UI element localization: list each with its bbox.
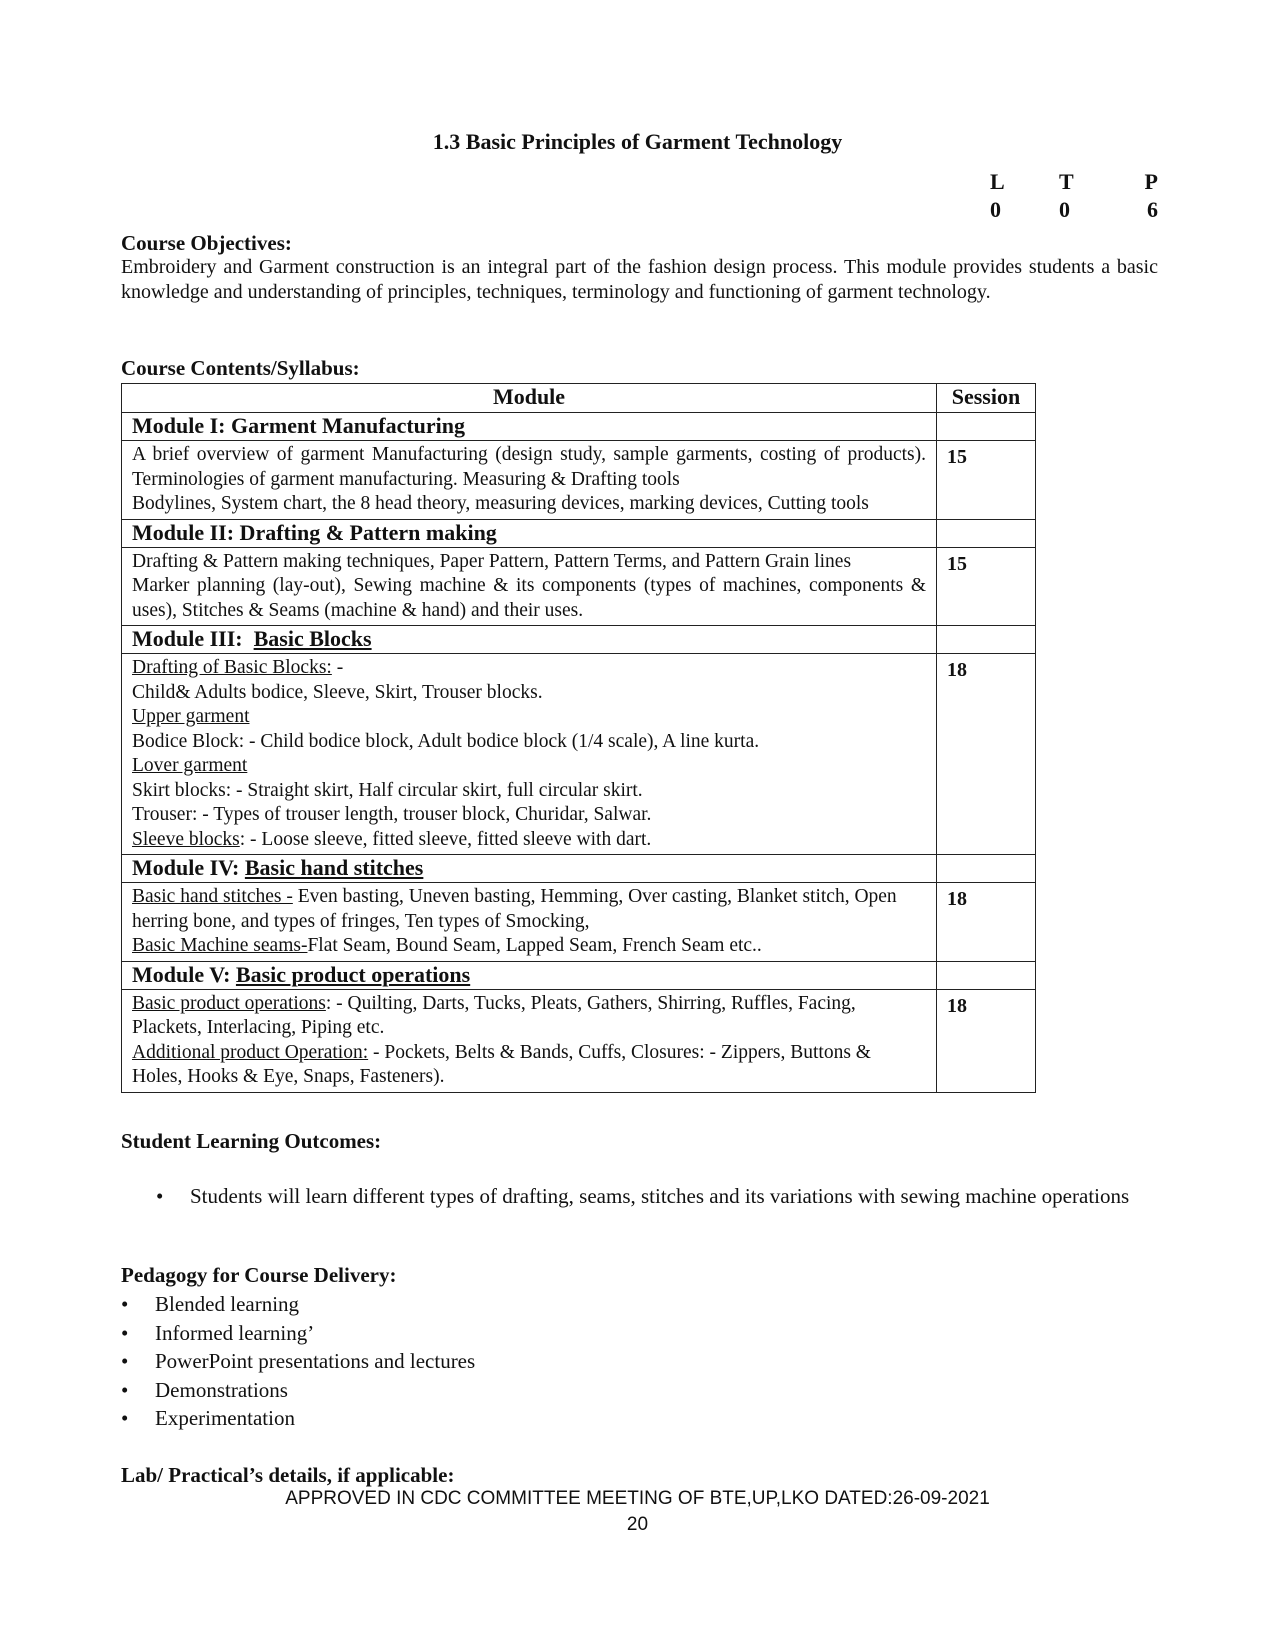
module-2-content-row <box>122 547 1036 626</box>
empty-cell <box>937 626 1036 654</box>
module-2-title: Module II: Drafting & Pattern making <box>122 519 937 547</box>
ltp-header-l: L <box>990 169 1005 194</box>
hand-stitches-label: Basic hand stitches - <box>132 886 293 907</box>
ltp-value-t: 0 <box>1059 197 1070 222</box>
drafting-blocks-label: Drafting of Basic Blocks: <box>132 657 332 678</box>
module-5-content <box>122 989 937 1092</box>
module-4-content-row <box>122 883 1036 962</box>
pedagogy-item-5: Experimentation <box>155 1406 295 1430</box>
empty-cell <box>937 519 1036 547</box>
module-5-session: 18 <box>937 989 1036 1092</box>
upper-garment-label: Upper garment <box>132 706 250 727</box>
ltp-headers <box>990 168 1165 196</box>
sleeve-blocks-label: Sleeve blocks <box>132 828 240 850</box>
ltp-header-p: P <box>1144 169 1158 194</box>
module-4-content <box>122 883 937 962</box>
module-column-header: Module <box>122 384 937 413</box>
bullet-icon: • <box>156 1184 164 1208</box>
module-1-line-2: Bodylines, System chart, the 8 head theory, measuring devices, marking devices, Cutting tools <box>132 493 869 514</box>
module-1-session: 15 <box>937 441 1036 520</box>
module-2-session: 15 <box>937 547 1036 626</box>
outcome-item <box>156 1183 1158 1210</box>
objectives-text: Embroidery and Garment construction is an integral part of the fashion design process. This module provides students a basic knowledge and understanding of principles, techniques, terminology and functioning of garment technology. <box>121 256 1158 303</box>
module-5-line-1 <box>132 992 926 1041</box>
bullet-icon: • <box>121 1377 129 1402</box>
module-3-content-row <box>122 654 1036 855</box>
outcome-text: Students will learn different types of drafting, seams, stitches and its variations with sewing machine operations <box>190 1184 1130 1208</box>
module-4-title-underlined: Basic hand stitches <box>244 855 424 880</box>
bullet-icon: • <box>121 1406 129 1430</box>
module-3-content <box>122 654 937 855</box>
module-3-title <box>122 626 937 654</box>
pedagogy-item-4: Demonstrations <box>155 1377 288 1402</box>
module-3-line-2: Child& Adults bodice, Sleeve, Skirt, Trouser blocks. <box>132 681 543 703</box>
page-title: 1.3 Basic Principles of Garment Technology <box>432 129 843 154</box>
empty-cell <box>937 413 1036 441</box>
bullet-icon: • <box>121 1292 129 1316</box>
module-3-line-4: Bodice Block: - Child bodice block, Adult bodice block (1/4 scale), A line kurta. <box>132 730 760 752</box>
module-2-line-1: Drafting & Pattern making techniques, Paper Pattern, Pattern Terms, and Pattern Grain lines <box>132 550 852 572</box>
pedagogy-item-3: PowerPoint presentations and lectures <box>155 1349 476 1373</box>
ltp-value-l: 0 <box>990 197 1001 222</box>
drafting-blocks-rest: - <box>331 657 344 678</box>
module-3-session: 18 <box>937 654 1036 855</box>
outcomes-heading: Student Learning Outcomes: <box>121 1129 382 1153</box>
module-5-title-prefix: Module V: <box>132 961 236 987</box>
lower-garment-label: Lover garment <box>132 755 248 776</box>
syllabus-table <box>121 383 1036 1093</box>
module-3-line-7: Trouser: - Types of trouser length, trouser block, Churidar, Salwar. <box>132 804 652 825</box>
ltp-header-t: T <box>1059 169 1074 194</box>
approval-footer: APPROVED IN CDC COMMITTEE MEETING OF BTE,UP,LKO DATED:26-09-2021 <box>285 1488 990 1509</box>
pedagogy-item-1: Blended learning <box>155 1292 300 1316</box>
module-3-title-row <box>122 626 1036 654</box>
syllabus-heading: Course Contents/Syllabus: <box>121 356 360 380</box>
module-5-line-2 <box>132 1041 926 1090</box>
additional-operation-label: Additional product Operation: <box>132 1041 369 1063</box>
module-3-line-6: Skirt blocks: - Straight skirt, Half circular skirt, full circular skirt. <box>132 779 643 801</box>
module-1-title: Module I: Garment Manufacturing <box>122 413 937 441</box>
module-4-title <box>122 855 937 883</box>
module-1-content-row <box>122 441 1036 520</box>
module-4-title-row <box>122 855 1036 883</box>
list-item <box>121 1290 475 1319</box>
module-2-content <box>122 547 937 626</box>
module-4-title-prefix: Module IV: <box>132 855 245 880</box>
session-column-header: Session <box>937 384 1036 413</box>
module-1-line-1: A brief overview of garment Manufacturing (design study, sample garments, costing of products). Terminologies of garment manufacturing. Measuring & Drafting tools <box>132 444 926 490</box>
module-4-line-2 <box>132 934 926 959</box>
empty-cell <box>937 855 1036 883</box>
table-header-row <box>122 384 1036 413</box>
outcomes-list <box>156 1183 1158 1210</box>
product-operations-rest: : - Quilting, Darts, Tucks, Pleats, Gathers, Shirring, Ruffles, Facing, Plackets, Interlacing, Piping etc. <box>132 992 856 1038</box>
sleeve-blocks-rest: : - Loose sleeve, fitted sleeve, fitted sleeve with dart. <box>239 828 652 850</box>
module-2-line-2: Marker planning (lay-out), Sewing machine & its components (types of machines, components & uses), Stitches & Seams (machine & hand) and their uses. <box>132 575 926 621</box>
module-4-session: 18 <box>937 883 1036 962</box>
machine-seams-rest: Flat Seam, Bound Seam, Lapped Seam, French Seam etc.. <box>307 935 762 956</box>
list-item <box>121 1319 475 1348</box>
page-number: 20 <box>626 1514 649 1535</box>
pedagogy-heading: Pedagogy for Course Delivery: <box>121 1263 397 1287</box>
module-5-title <box>122 961 937 989</box>
additional-operation-rest: - Pockets, Belts & Bands, Cuffs, Closures: - Zippers, Buttons & Holes, Hooks & Eye, Snaps, Fasteners). <box>132 1041 871 1087</box>
module-3-title-underlined: Basic Blocks <box>253 626 372 651</box>
module-2-title-row <box>122 519 1036 547</box>
module-3-line-1 <box>132 656 926 681</box>
product-operations-label: Basic product operations <box>132 992 326 1014</box>
module-5-title-row <box>122 961 1036 989</box>
list-item <box>121 1347 475 1376</box>
list-item <box>121 1376 475 1405</box>
bullet-icon: • <box>121 1349 129 1373</box>
module-1-content <box>122 441 937 520</box>
pedagogy-list <box>121 1290 475 1433</box>
lab-heading: Lab/ Practical’s details, if applicable: <box>121 1463 455 1487</box>
objectives-heading: Course Objectives: <box>121 231 292 255</box>
list-item <box>121 1404 475 1433</box>
module-1-title-row <box>122 413 1036 441</box>
empty-cell <box>937 961 1036 989</box>
hand-stitches-rest: Even basting, Uneven basting, Hemming, Over casting, Blanket stitch, Open herring bone, and types of fringes, Ten types of Smocking, <box>132 886 897 932</box>
ltp-values <box>990 196 1165 224</box>
machine-seams-label: Basic Machine seams- <box>132 935 308 956</box>
module-4-line-1 <box>132 885 926 934</box>
ltp-value-p: 6 <box>1147 197 1158 222</box>
module-5-title-underlined: Basic product operations <box>235 961 471 987</box>
pedagogy-item-2: Informed learning’ <box>155 1320 315 1345</box>
bullet-icon: • <box>121 1320 129 1345</box>
module-3-title-prefix: Module III: <box>132 626 254 651</box>
module-5-content-row <box>122 989 1036 1092</box>
module-3-line-8 <box>132 828 926 853</box>
